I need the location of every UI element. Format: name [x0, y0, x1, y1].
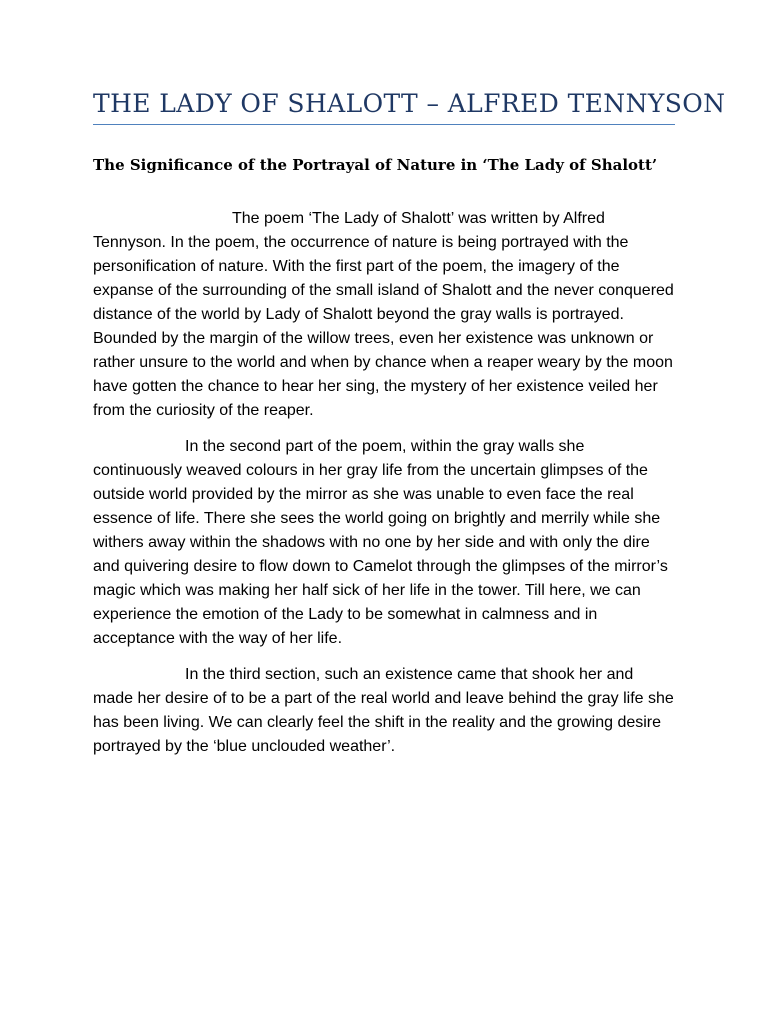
document-title: THE LADY OF SHALOTT – ALFRED TENNYSON [93, 89, 726, 118]
paragraph-1: The poem ‘The Lady of Shalott’ was written by Alfred Tennyson. In the poem, the occurrence of nature is being portrayed with the personification of nature. With the first part of the poem, the imagery of the expanse of the surrounding of the small island of Shalott and the never conquered distance of the world by Lady of Shalott beyond the gray walls is portrayed. Bounded by the margin of the willow trees, even her existence was unknown or rather unsure to the world and when by chance when a reaper weary by the moon have gotten the chance to hear her sing, the mystery of her existence veiled her from the curiosity of the reaper. [93, 210, 674, 419]
document-subtitle: The Significance of the Portrayal of Nature in ‘The Lady of Shalott’ [93, 156, 658, 174]
paragraph-3: In the third section, such an existence came that shook her and made her desire of to be a part of the real world and leave behind the gray life she has been living. We can clearly feel the shift in the reality and the growing desire portrayed by the ‘blue unclouded weather’. [93, 666, 674, 755]
paragraph-2: In the second part of the poem, within the gray walls she continuously weaved colours in her gray life from the uncertain glimpses of the outside world provided by the mirror as she was unable to even face the real essence of life. There she sees the world going on brightly and merrily while she withers away within the shadows with no one by her side and with only the dire and quivering desire to flow down to Camelot through the glimpses of the mirror’s magic which was making her half sick of her life in the tower. Till here, we can experience the emotion of the Lady to be somewhat in calmness and in acceptance with the way of her life. [93, 438, 668, 647]
document-body [93, 207, 675, 771]
title-underline [93, 124, 675, 125]
